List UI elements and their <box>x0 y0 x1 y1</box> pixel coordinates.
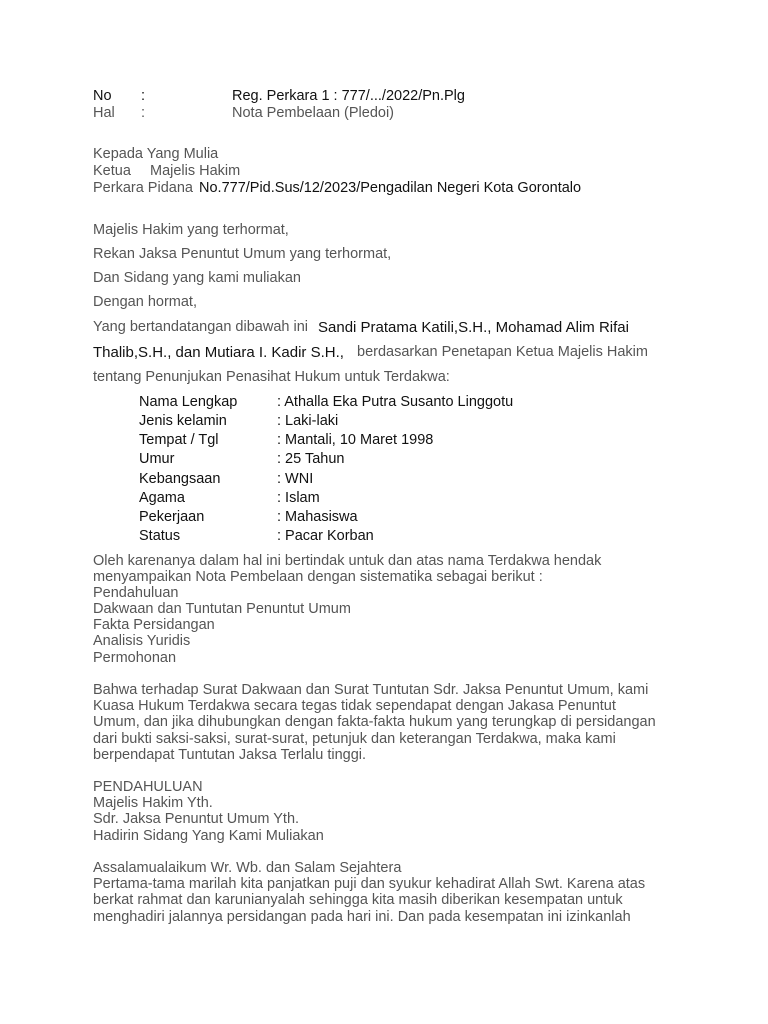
paragraph-line: menghadiri jalannya persidangan pada hari ini. Dan pada kesempatan ini izinkanlah <box>93 909 631 925</box>
paragraph-line: Assalamualaikum Wr. Wb. dan Salam Sejahtera <box>93 860 402 876</box>
recipient-ketua-value: Majelis Hakim <box>150 163 241 179</box>
signatories-names-2: Thalib,S.H., dan Mutiara I. Kadir S.H., <box>93 344 344 361</box>
section-line: Majelis Hakim Yth. <box>93 795 213 811</box>
identity-label: Status <box>139 528 181 544</box>
section-line: Sdr. Jaksa Penuntut Umum Yth. <box>93 811 300 827</box>
identity-value: : Pacar Korban <box>277 528 374 544</box>
paragraph-line: Bahwa terhadap Surat Dakwaan dan Surat Tuntutan Sdr. Jaksa Penuntut Umum, kami <box>93 682 649 698</box>
identity-value: : Laki-laki <box>277 413 339 429</box>
signatories-suffix: berdasarkan Penetapan Ketua Majelis Hakim <box>357 344 648 360</box>
no-label: No <box>93 88 112 104</box>
paragraph-line: Kuasa Hukum Terdakwa secara tegas tidak sependapat dengan Jakasa Penuntut <box>93 698 616 714</box>
identity-value: : Mahasiswa <box>277 509 358 525</box>
signatories-prefix: Yang bertandatangan dibawah ini <box>93 319 308 335</box>
perkara-prefix: Perkara Pidana <box>93 180 193 196</box>
paragraph-line: Umum, dan jika dihubungkan dengan fakta-fakta hukum yang terungkap di persidangan <box>93 714 656 730</box>
list-item: Analisis Yuridis <box>93 633 191 649</box>
identity-value: : WNI <box>277 471 314 487</box>
list-item: Permohonan <box>93 650 177 666</box>
section-line: Hadirin Sidang Yang Kami Muliakan <box>93 828 324 844</box>
signatories-names-1: Sandi Pratama Katili,S.H., Mohamad Alim Rifai <box>318 319 629 336</box>
recipient-ketua-label: Ketua <box>93 163 131 179</box>
identity-value: : Islam <box>277 490 320 506</box>
systematics-intro-2: menyampaikan Nota Pembelaan dengan sistematika sebagai berikut : <box>93 569 543 585</box>
no-value: Reg. Perkara 1 : 777/.../2022/Pn.Plg <box>232 88 465 104</box>
identity-label: Nama Lengkap <box>139 394 238 410</box>
list-item: Pendahuluan <box>93 585 179 601</box>
hal-colon: : <box>141 105 146 121</box>
identity-label: Agama <box>139 490 185 506</box>
identity-label: Kebangsaan <box>139 471 221 487</box>
greeting-3: Dan Sidang yang kami muliakan <box>93 270 301 286</box>
identity-label: Umur <box>139 451 175 467</box>
systematics-intro-1: Oleh karenanya dalam hal ini bertindak untuk dan atas nama Terdakwa hendak <box>93 553 602 569</box>
signatories-line3: tentang Penunjukan Penasihat Hukum untuk Terdakwa: <box>93 369 450 385</box>
list-item: Fakta Persidangan <box>93 617 215 633</box>
hal-value: Nota Pembelaan (Pledoi) <box>232 105 395 121</box>
identity-label: Jenis kelamin <box>139 413 227 429</box>
recipient-line1: Kepada Yang Mulia <box>93 146 219 162</box>
identity-label: Tempat / Tgl <box>139 432 219 448</box>
no-colon: : <box>141 88 146 104</box>
identity-value: : Mantali, 10 Maret 1998 <box>277 432 434 448</box>
greeting-4: Dengan hormat, <box>93 294 197 310</box>
paragraph-line: dari bukti saksi-saksi, surat-surat, petunjuk dan keterangan Terdakwa, maka kami <box>93 731 616 747</box>
perkara-number: No.777/Pid.Sus/12/2023/Pengadilan Negeri Kota Gorontalo <box>199 180 582 196</box>
greeting-2: Rekan Jaksa Penuntut Umum yang terhormat, <box>93 246 392 262</box>
identity-label: Pekerjaan <box>139 509 205 525</box>
list-item: Dakwaan dan Tuntutan Penuntut Umum <box>93 601 351 617</box>
hal-label: Hal <box>93 105 115 121</box>
identity-value: : 25 Tahun <box>277 451 345 467</box>
identity-value: : Athalla Eka Putra Susanto Linggotu <box>277 394 514 410</box>
greeting-1: Majelis Hakim yang terhormat, <box>93 222 289 238</box>
paragraph-line: berkat rahmat dan karunianyalah sehingga kita masih diberikan kesempatan untuk <box>93 892 623 908</box>
paragraph-line: Pertama-tama marilah kita panjatkan puji dan syukur kehadirat Allah Swt. Karena atas <box>93 876 646 892</box>
section-heading: PENDAHULUAN <box>93 779 203 795</box>
paragraph-line: berpendapat Tuntutan Jaksa Terlalu tinggi. <box>93 747 367 763</box>
